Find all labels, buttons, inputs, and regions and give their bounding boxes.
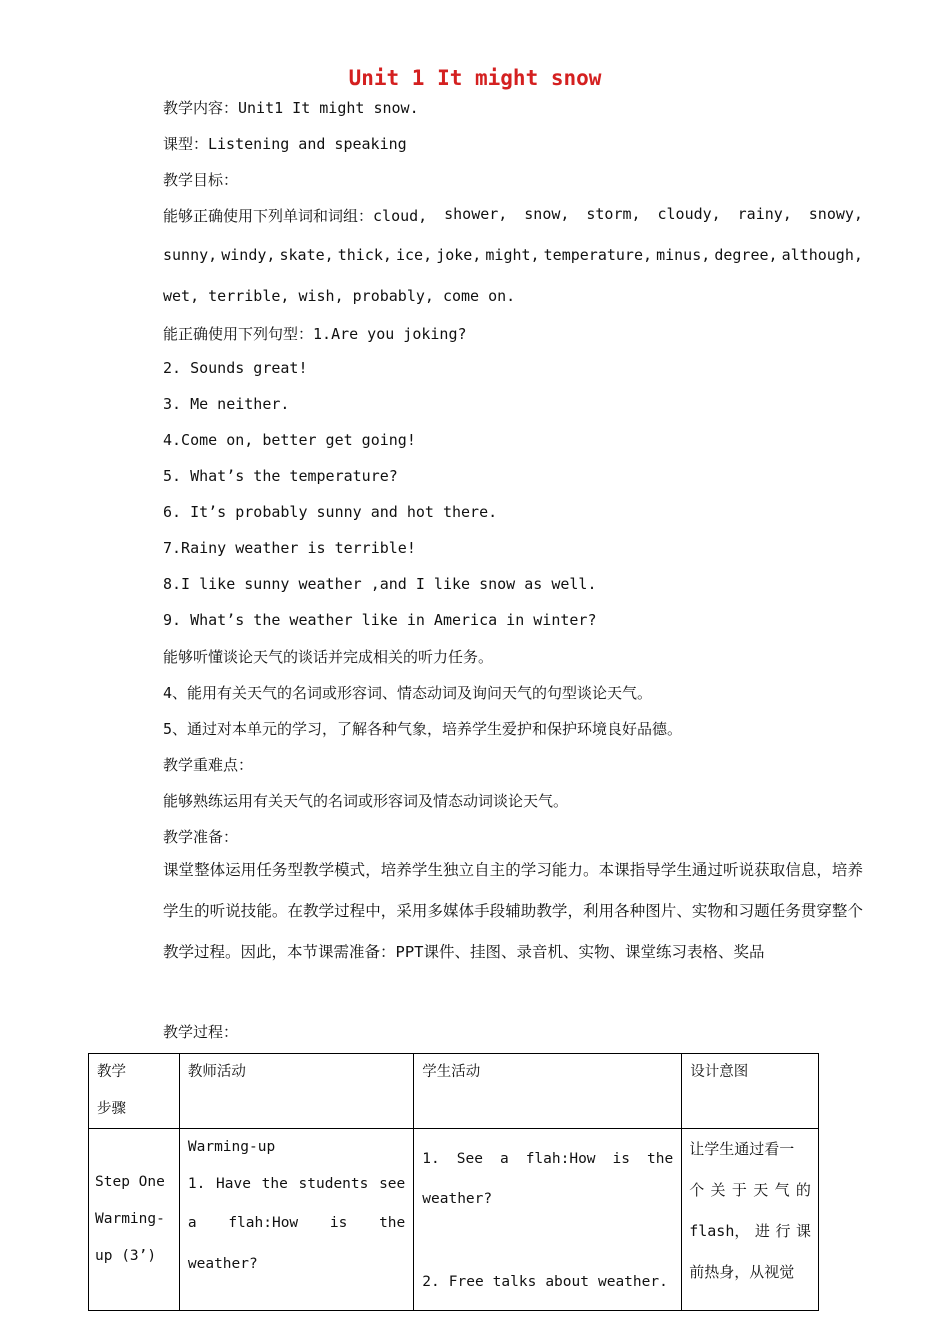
vocab-word: degree, — [714, 246, 778, 264]
sentence-7: 7.Rainy weather is terrible! — [163, 539, 416, 557]
sentence-9: 9. What’s the weather like in America in winter? — [163, 611, 597, 629]
vocab-row-3: wet, terrible, wish, probably, come on. — [163, 287, 516, 305]
sentence-4: 4.Come on, better get going! — [163, 431, 416, 449]
vocab-word: shower, — [444, 205, 508, 223]
table-row — [89, 1129, 819, 1311]
vocab-word: rainy, — [737, 205, 792, 223]
header-step: 教学 步骤 — [89, 1054, 180, 1129]
vocab-word: snow, — [524, 205, 570, 223]
goal-listening: 能够听懂谈论天气的谈话并完成相关的听力任务。 — [163, 648, 494, 666]
vocab-word: 能够正确使用下列单词和词组：cloud, — [163, 207, 428, 225]
student-activity-cell: 1. See a flah:How is the weather? 2. Free talks about weather. — [414, 1129, 682, 1311]
vocab-row-1 — [163, 205, 863, 226]
sentence-5: 5. What’s the temperature? — [163, 467, 398, 485]
preparation-text: 课堂整体运用任务型教学模式，培养学生独立自主的学习能力。本课指导学生通过听说获取信息，培养学生的听说技能。在教学过程中，采用多媒体手段辅助教学，利用各种图片、实物和习题任务贯穿整个教学过程。因此，本节课需准备：PPT课件、挂图、录音机、实物、课堂练习表格、奖品 — [163, 861, 863, 961]
vocab-word: although, — [781, 246, 863, 264]
vocab-word: cloudy, — [657, 205, 721, 223]
header-intent: 设计意图 — [682, 1054, 819, 1129]
vocab-word: temperature, — [543, 246, 653, 264]
vocab-word: minus, — [656, 246, 711, 264]
page-title: Unit 1 It might snow — [348, 66, 602, 90]
vocab-word: sunny, — [163, 246, 218, 264]
process-table — [88, 1053, 819, 1311]
process-heading: 教学过程： — [163, 1023, 239, 1041]
goal-5: 5、通过对本单元的学习，了解各种气象，培养学生爱护和保护环境良好品德。 — [163, 720, 683, 738]
vocab-word: windy, — [221, 246, 276, 264]
goal-4: 4、能用有关天气的名词或形容词、情态动词及询问天气的句型谈论天气。 — [163, 684, 653, 702]
goals-heading: 教学目标： — [163, 171, 239, 189]
vocab-word: storm, — [586, 205, 641, 223]
intent-cell: 让学生通过看一 个 关 于 天 气 的 flash， 进 行 课 前热身，从视觉 — [682, 1129, 819, 1311]
vocab-row-2 — [163, 246, 863, 264]
sentences-intro: 能正确使用下列句型：1.Are you joking? — [163, 325, 467, 343]
vocab-word: snowy, — [808, 205, 863, 223]
vocab-word: thick, — [337, 246, 392, 264]
sentence-8: 8.I like sunny weather ,and I like snow as well. — [163, 575, 597, 593]
vocab-word: joke, — [436, 246, 482, 264]
vocab-word: might, — [485, 246, 540, 264]
key-points-text: 能够熟练运用有关天气的名词或形容词及情态动词谈论天气。 — [163, 792, 569, 810]
teacher-activity-cell: Warming-up 1. Have the students see a flah:How is the weather? — [179, 1129, 413, 1311]
key-points-heading: 教学重难点： — [163, 756, 254, 774]
step-cell: Step One Warming- up (3’) — [89, 1129, 180, 1311]
sentence-3: 3. Me neither. — [163, 395, 290, 413]
header-student: 学生活动 — [414, 1054, 682, 1129]
type-line: 课型：Listening and speaking — [163, 135, 407, 153]
preparation-heading: 教学准备： — [163, 828, 239, 846]
vocab-word: ice, — [396, 246, 433, 264]
vocab-word: skate, — [279, 246, 334, 264]
sentence-2: 2. Sounds great! — [163, 359, 308, 377]
content-line: 教学内容：Unit1 It might snow. — [163, 99, 419, 117]
table-header-row — [89, 1054, 819, 1129]
sentence-6: 6. It’s probably sunny and hot there. — [163, 503, 498, 521]
header-teacher: 教师活动 — [179, 1054, 413, 1129]
